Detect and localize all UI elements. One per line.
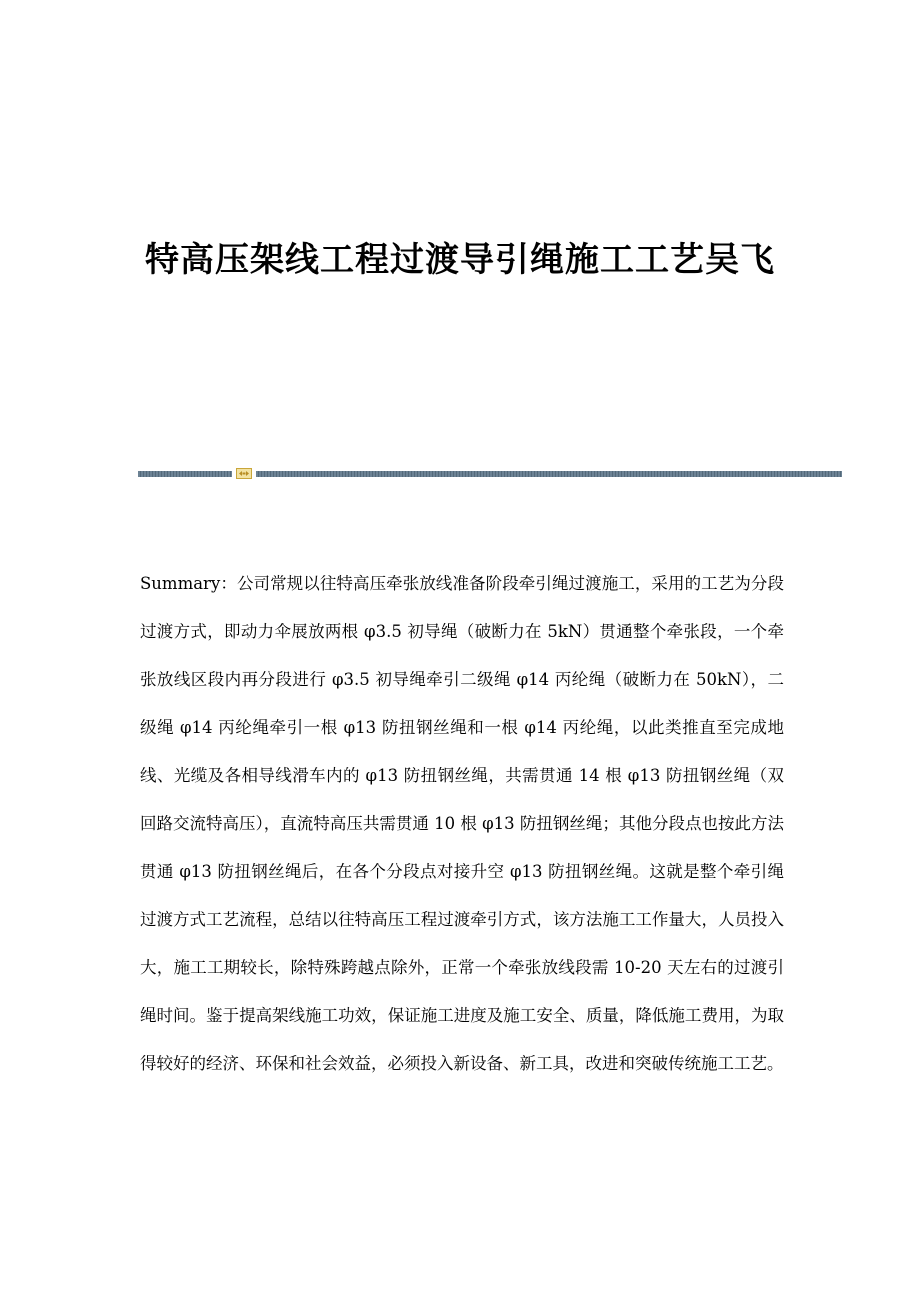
title-divider xyxy=(138,466,842,480)
divider-bar-right xyxy=(256,471,842,477)
summary-text: 公司常规以往特高压牵张放线准备阶段牵引绳过渡施工，采用的工艺为分段过渡方式，即动力伞展放两根 φ3.5 初导绳（破断力在 5kN）贯通整个牵张段，一个牵张放线区段内再分段进行 φ3.5 初导绳牵引二级绳 φ14 丙纶绳（破断力在 50kN），二级绳 φ14 丙纶绳牵引一根 φ13 防扭钢丝绳和一根 φ14 丙纶绳，以此类推直至完成地线、光缆及各相导线滑车内的 φ13 防扭钢丝绳，共需贯通 14 根 φ13 防扭钢丝绳（双回路交流特高压），直流特高压共需贯通 10 根 φ13 防扭钢丝绳；其他分段点也按此方法贯通 φ13 防扭钢丝绳后，在各个分段点对接升空 φ13 防扭钢丝绳。这就是整个牵引绳过渡方式工艺流程，总结以往特高压工程过渡牵引方式，该方法施工工作量大，人员投入大，施工工期较长，除特殊跨越点除外，正常一个牵张放线段需 10-20 天左右的过渡引绳时间。鉴于提高架线施工功效，保证施工进度及施工安全、质量，降低施工费用，为取得较好的经济、环保和社会效益，必须投入新设备、新工具，改进和突破传统施工工艺。 xyxy=(140,574,784,1073)
summary-paragraph xyxy=(140,560,784,1088)
ornament-icon xyxy=(236,468,252,479)
summary-label: Summary： xyxy=(140,574,237,593)
document-title: 特高压架线工程过渡导引绳施工工艺吴飞 xyxy=(145,240,775,280)
divider-bar-left xyxy=(138,471,232,477)
